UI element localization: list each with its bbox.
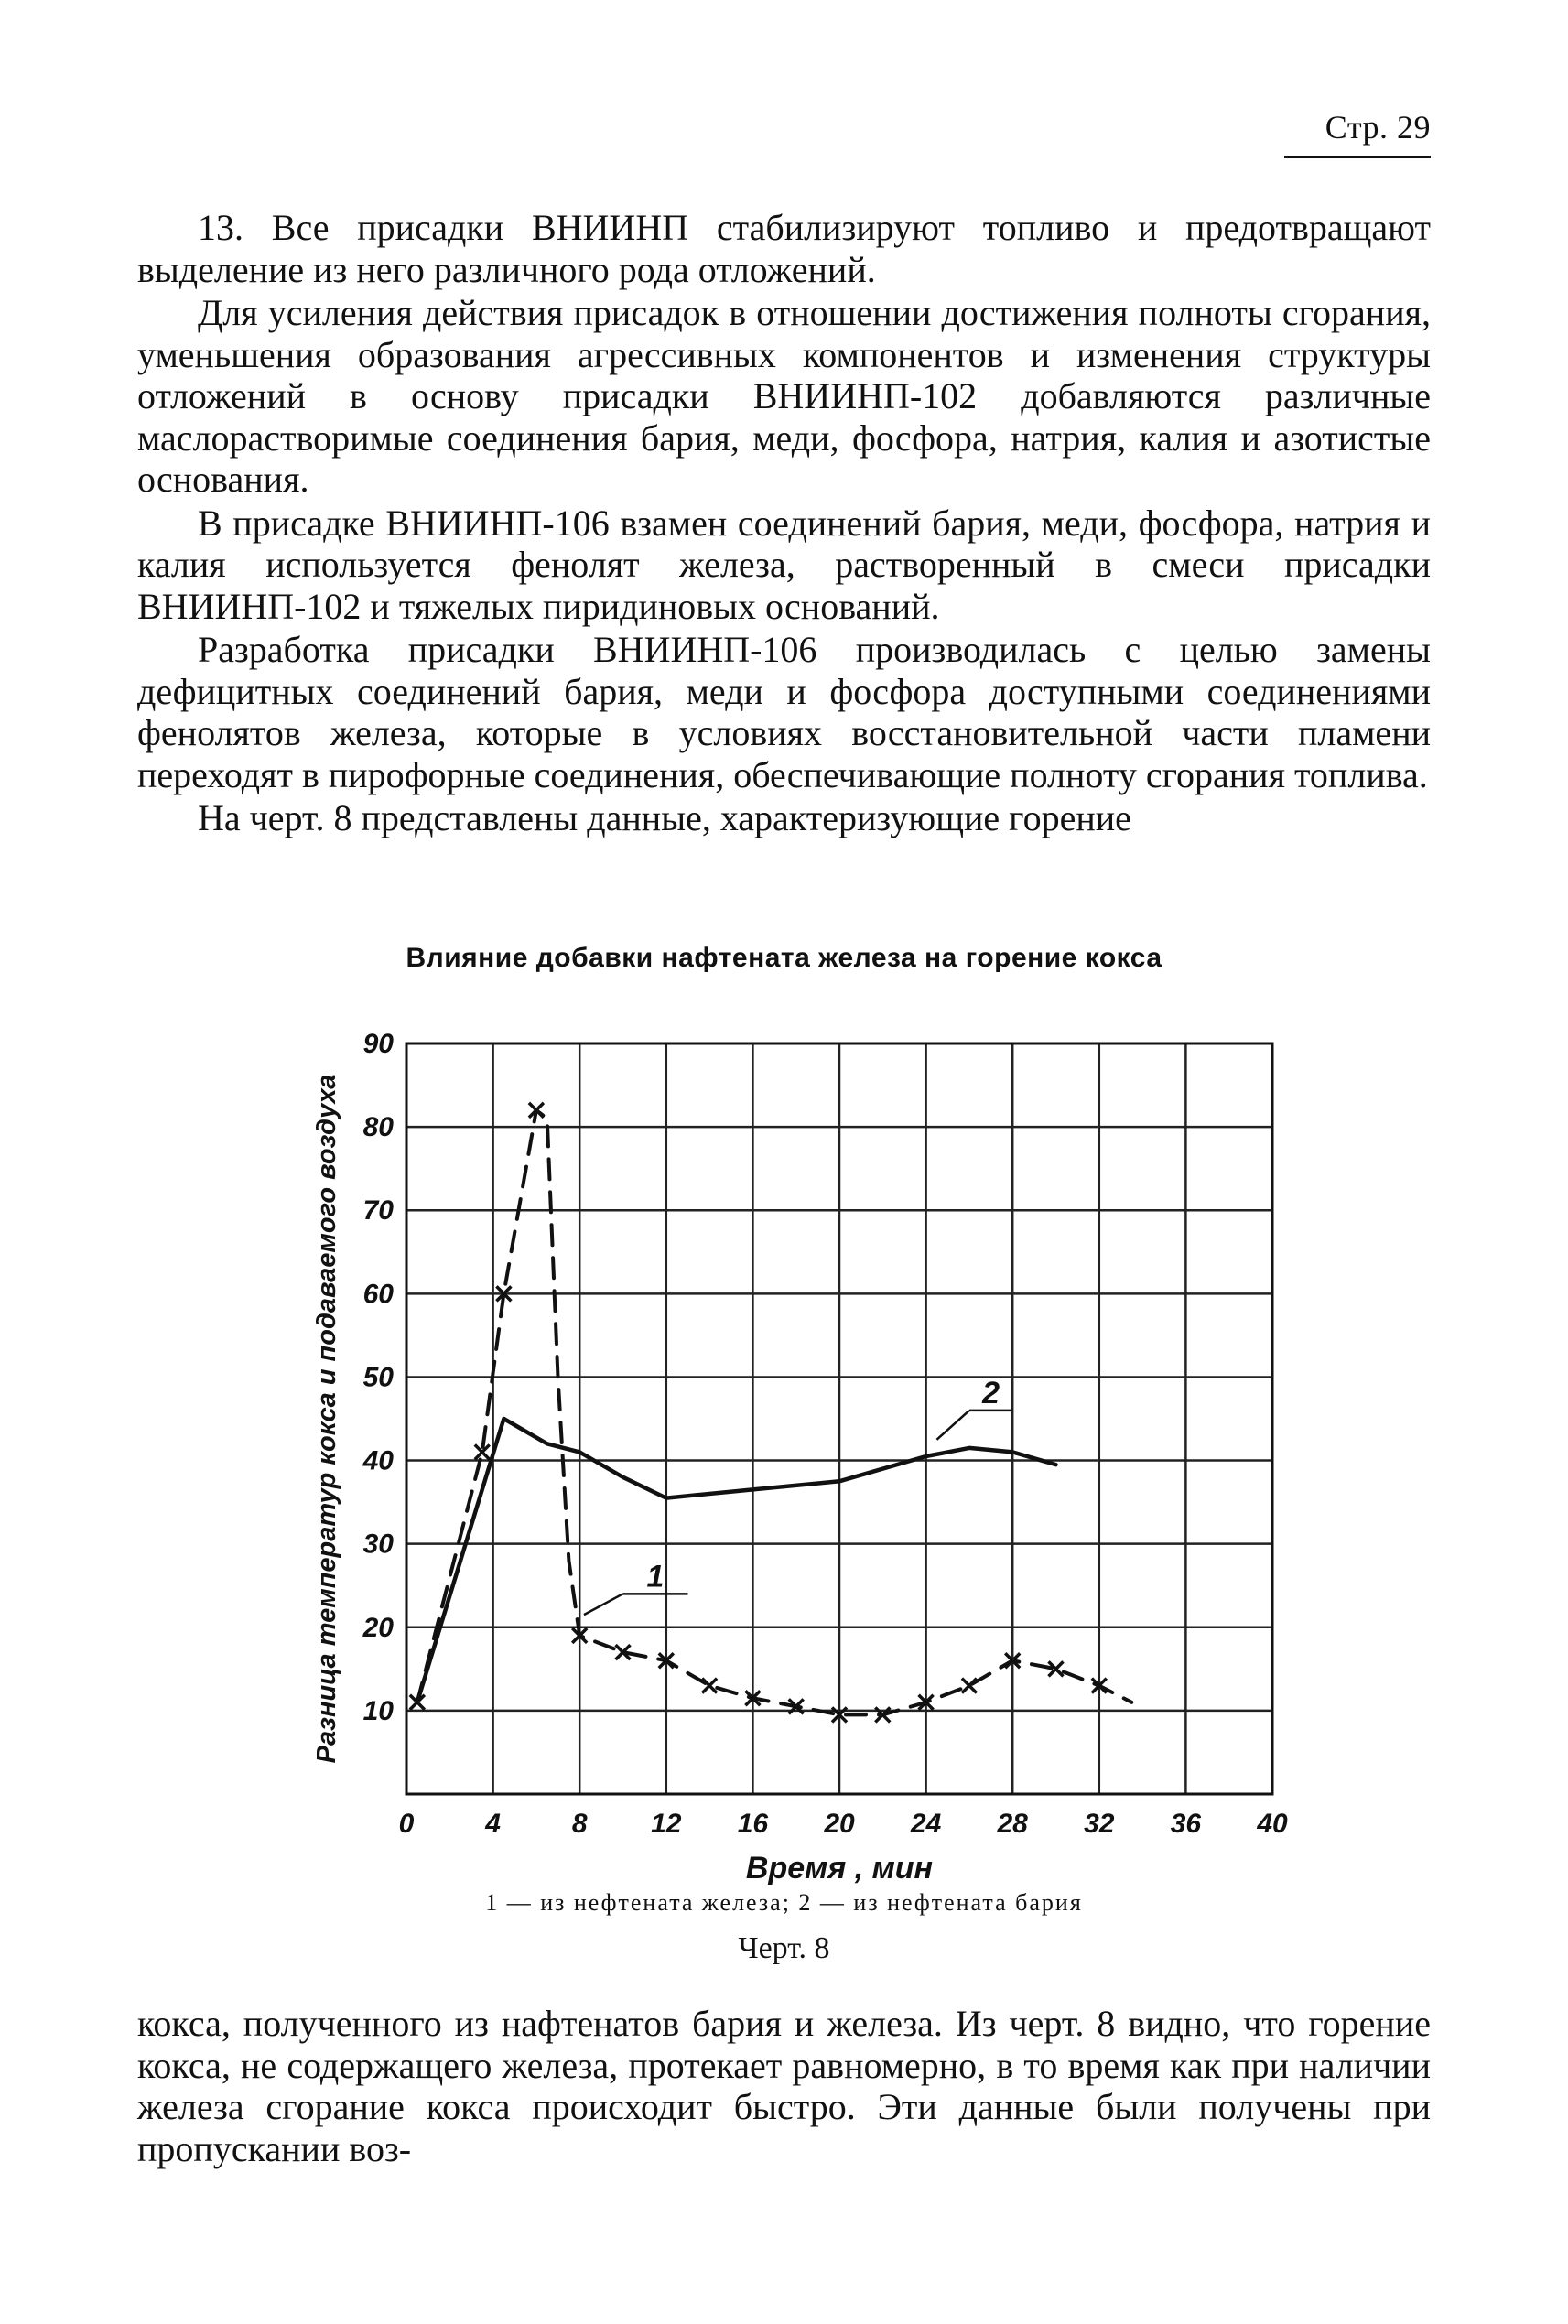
- data-point-marker: [702, 1679, 717, 1693]
- x-tick-label: 40: [1257, 1809, 1288, 1839]
- x-tick-label: 36: [1170, 1809, 1202, 1839]
- paragraph: В присадке ВНИИНП-106 взамен соединений бария, меди, фосфора, натрия и калия используется фенолят железа, растворенный в смеси присадки ВНИИНП-102 и тяжелых пиридиновых оснований.: [137, 502, 1431, 627]
- series-label-1: 1: [646, 1559, 665, 1594]
- data-point-marker: [962, 1679, 977, 1693]
- y-tick-label: 70: [362, 1195, 394, 1227]
- body-text-bottom: [137, 2003, 1431, 2169]
- series-line-1: [417, 1110, 1132, 1715]
- chart-title: Влияние добавки нафтената железа на горение кокса: [406, 943, 1162, 973]
- x-tick-label: 28: [997, 1809, 1028, 1839]
- x-axis-label: Время , мин: [745, 1851, 934, 1886]
- x-tick-label: 16: [737, 1809, 769, 1839]
- y-tick-label: 60: [362, 1279, 394, 1310]
- y-tick-label: 80: [362, 1112, 394, 1143]
- legend-caption: 1 — из нефтената железа; 2 — из нефтената бария: [485, 1889, 1083, 1916]
- y-tick-label: 40: [362, 1445, 394, 1476]
- paragraph: Для усиления действия присадок в отношении достижения полноты сгорания, уменьшения образования агрессивных компонентов и изменения структуры отложений в основу присадки ВНИИНП-102 добавляются различные маслорастворимые соединения бария, меди, фосфора, натрия, калия и азотистые основания.: [137, 292, 1431, 500]
- x-tick-label: 24: [910, 1809, 942, 1839]
- figure-caption: Черт. 8: [738, 1931, 830, 1965]
- y-tick-label: 50: [362, 1362, 394, 1393]
- y-axis-label: Разница температур кокса и подаваемого воздуха: [312, 1074, 341, 1764]
- x-tick-label: 20: [824, 1809, 855, 1839]
- series-label-2: 2: [982, 1375, 1000, 1411]
- y-tick-label: 90: [362, 1029, 394, 1059]
- page-number: Стр. 29: [1325, 109, 1431, 146]
- paragraph: кокса, полученного из нафтенатов бария и железа. Из черт. 8 видно, что горение кокса, не содержащего железа, протекает равномерно, в то время как при наличии железа сгорание кокса происходит быстро. Эти данные были получены при пропускании воз-: [137, 2003, 1431, 2169]
- series-leader-line: [584, 1594, 623, 1615]
- chart-series: [410, 1103, 1131, 1723]
- x-tick-label: 12: [651, 1809, 682, 1839]
- x-tick-label: 8: [571, 1809, 588, 1839]
- y-tick-label: 20: [362, 1612, 394, 1643]
- paragraph: На черт. 8 представлены данные, характеризующие горение: [198, 797, 1131, 838]
- series-leader-line: [936, 1411, 968, 1440]
- y-tick-label: 30: [362, 1529, 394, 1560]
- paragraph: 13. Все присадки ВНИИНП стабилизируют топливо и предотвращают выделение из него различного рода отложений.: [137, 207, 1431, 290]
- chart-grid: [406, 1043, 1272, 1794]
- y-tick-label: 10: [362, 1695, 394, 1726]
- x-tick-label: 32: [1084, 1809, 1115, 1839]
- x-tick-label: 4: [485, 1809, 501, 1839]
- x-tick-label: 0: [398, 1809, 415, 1839]
- paragraph: Разработка присадки ВНИИНП-106 производилась с целью замены дефицитных соединений бария, меди и фосфора доступными соединениями фенолятов железа, которые в условиях восстановительной части пламени переходят в пирофорные соединения, обеспечивающие полноту сгорания топлива.: [137, 629, 1431, 795]
